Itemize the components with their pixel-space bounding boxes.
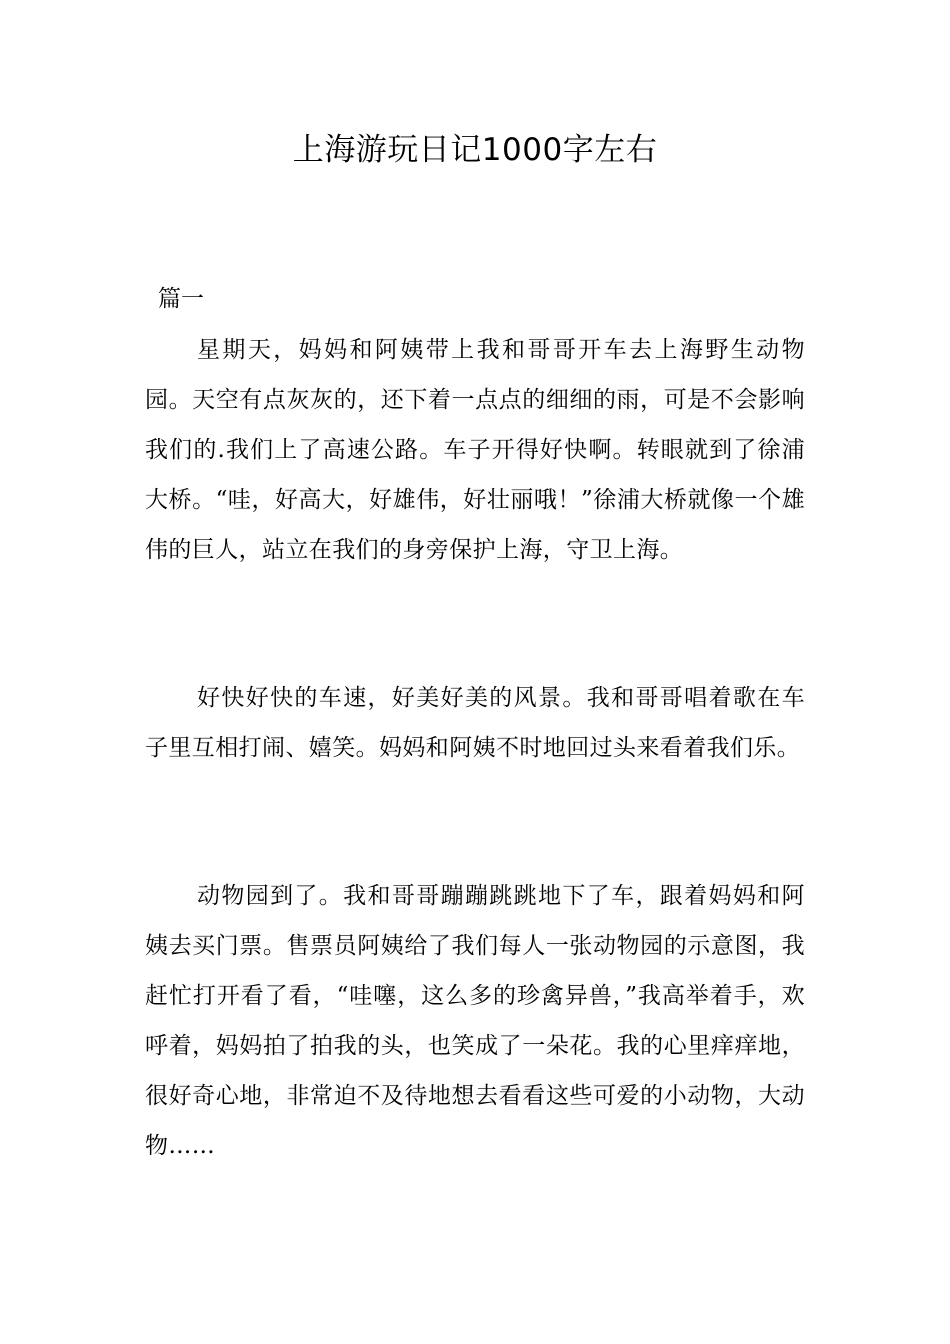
section-label: 篇一 xyxy=(158,286,204,312)
paragraph-2: 好快好快的车速，好美好美的风景。我和哥哥唱着歌在车子里互相打闹、嬉笑。妈妈和阿姨不时地回过头来看着我们乐。 xyxy=(145,685,805,761)
paragraph-1: 星期天，妈妈和阿姨带上我和哥哥开车去上海野生动物园。天空有点灰灰的，还下着一点点的细细的雨，可是不会影响我们的.我们上了高速公路。车子开得好快啊。转眼就到了徐浦大桥。“哇，好高大，好雄伟，好壮丽哦！”徐浦大桥就像一个雄伟的巨人，站立在我们的身旁保护上海，守卫上海。 xyxy=(145,337,805,563)
document-title: 上海游玩日记1000字左右 xyxy=(292,132,658,168)
paragraph-3: 动物园到了。我和哥哥蹦蹦跳跳地下了车，跟着妈妈和阿姨去买门票。售票员阿姨给了我们每人一张动物园的示意图，我赶忙打开看了看，“哇噻，这么多的珍禽异兽，”我高举着手，欢呼着，妈妈拍了拍我的头，也笑成了一朵花。我的心里痒痒地，很好奇心地，非常迫不及待地想去看看这些可爱的小动物，大动物…… xyxy=(145,883,805,1159)
